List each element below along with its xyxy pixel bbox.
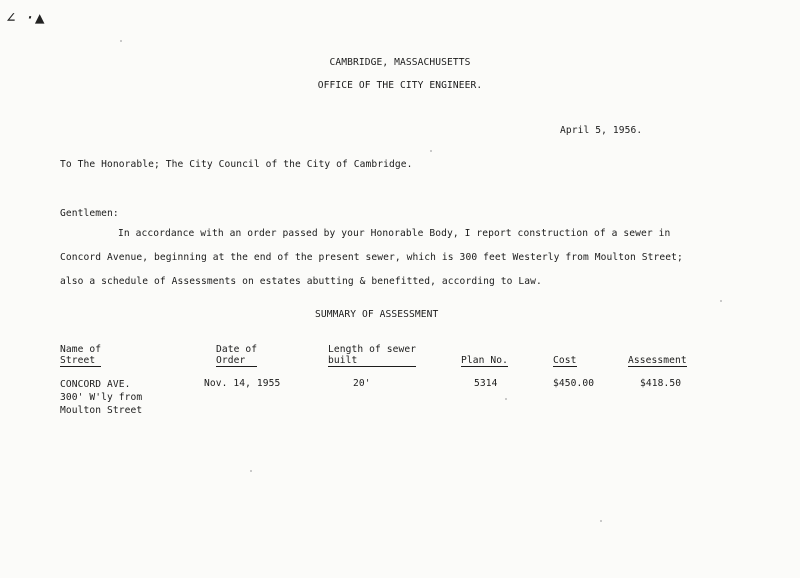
- summary-title: SUMMARY OF ASSESSMENT: [315, 309, 439, 320]
- header-length: [328, 344, 416, 367]
- paper-speck: [250, 470, 252, 472]
- header-order-line1: Date of: [216, 344, 258, 355]
- row-street: [60, 378, 142, 417]
- row-plan: 5314: [474, 378, 498, 389]
- row-order: Nov. 14, 1955: [204, 378, 281, 389]
- header-street-line1: Name of: [60, 344, 102, 355]
- row-street-line2: 300' W'ly from: [60, 392, 143, 403]
- row-length: 20': [353, 378, 371, 389]
- corner-handwritten-mark: ∠ ·▲: [6, 8, 45, 27]
- row-street-line3: Moulton Street: [60, 405, 143, 416]
- paper-speck: [720, 300, 722, 302]
- paper-speck: [120, 40, 122, 42]
- header-length-line1: Length of sewer: [328, 344, 417, 355]
- paper-speck: [505, 398, 507, 400]
- row-street-line1: CONCORD AVE.: [60, 379, 131, 390]
- header-street: [60, 344, 101, 367]
- header-plan: [461, 355, 508, 367]
- header-order-line2: Order: [216, 355, 257, 367]
- header-office: OFFICE OF THE CITY ENGINEER.: [317, 80, 483, 91]
- letter-date: April 5, 1956.: [560, 125, 643, 136]
- addressee: To The Honorable; The City Council of the City of Cambridge.: [60, 159, 413, 170]
- salutation: Gentlemen:: [60, 208, 119, 219]
- paper-speck: [600, 520, 602, 522]
- header-order: [216, 344, 257, 367]
- header-city: CAMBRIDGE, MASSACHUSETTS: [329, 57, 471, 68]
- header-cost-label: Cost: [553, 355, 577, 366]
- header-assessment: [628, 355, 687, 367]
- row-assessment: $418.50: [640, 378, 682, 389]
- header-length-line2: built: [328, 355, 416, 367]
- body-line-1: In accordance with an order passed by your Honorable Body, I report construction of a sewer in: [118, 228, 671, 239]
- header-assessment-label: Assessment: [628, 355, 687, 366]
- header-street-line2: Street: [60, 355, 101, 367]
- header-cost: [553, 355, 577, 367]
- paper-speck: [430, 150, 432, 152]
- body-line-2: Concord Avenue, beginning at the end of the present sewer, which is 300 feet Westerly from Moulton Street;: [60, 252, 683, 263]
- body-line-3: also a schedule of Assessments on estates abutting & benefitted, according to Law.: [60, 276, 542, 287]
- row-cost: $450.00: [553, 378, 595, 389]
- header-plan-label: Plan No.: [461, 355, 509, 366]
